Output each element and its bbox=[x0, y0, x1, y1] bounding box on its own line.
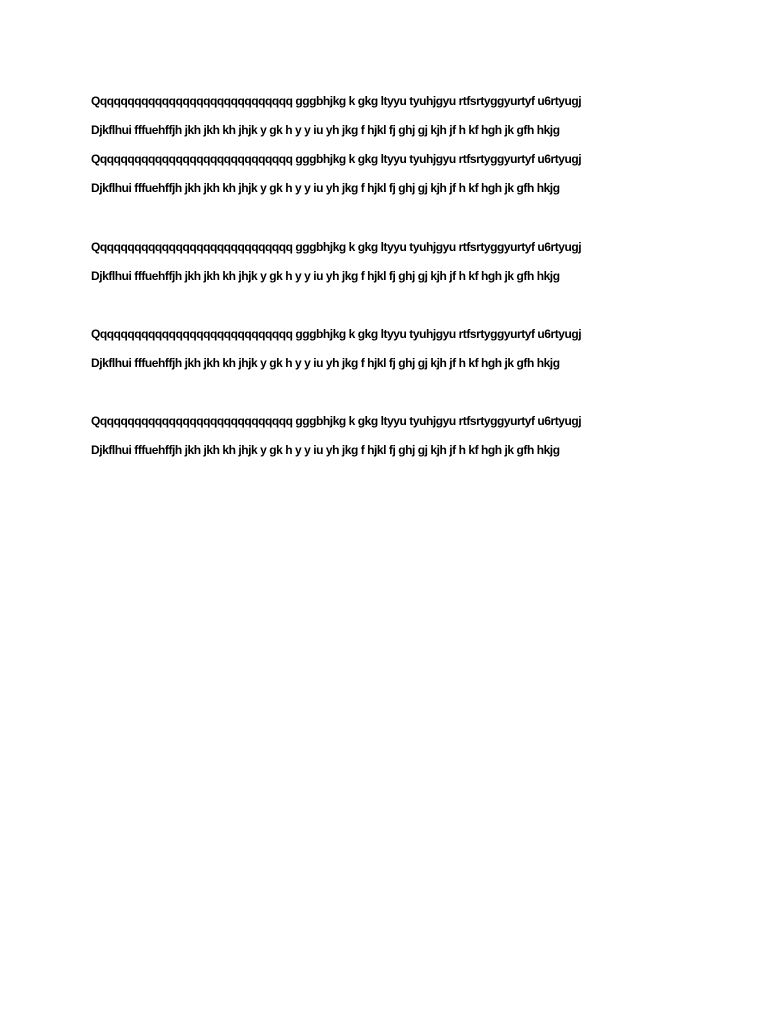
text-line: Qqqqqqqqqqqqqqqqqqqqqqqqqqqqq gggbhjkg k gkg ltyyu tyuhjgyu rtfsrtyggyurtyf u6rtyugj bbox=[91, 327, 582, 341]
text-line: Djkflhui fffuehffjh jkh jkh kh jhjk y gk h y y iu yh jkg f hjkl fj ghj gj kjh jf h kf hgh jk gfh hkjg bbox=[91, 356, 560, 370]
text-line: Qqqqqqqqqqqqqqqqqqqqqqqqqqqqq gggbhjkg k gkg ltyyu tyuhjgyu rtfsrtyggyurtyf u6rtyugj bbox=[91, 414, 582, 428]
text-line: Djkflhui fffuehffjh jkh jkh kh jhjk y gk h y y iu yh jkg f hjkl fj ghj gj kjh jf h kf hgh jk gfh hkjg bbox=[91, 181, 560, 195]
text-line: Qqqqqqqqqqqqqqqqqqqqqqqqqqqqq gggbhjkg k gkg ltyyu tyuhjgyu rtfsrtyggyurtyf u6rtyugj bbox=[91, 94, 582, 108]
text-line: Djkflhui fffuehffjh jkh jkh kh jhjk y gk h y y iu yh jkg f hjkl fj ghj gj kjh jf h kf hgh jk gfh hkjg bbox=[91, 123, 560, 137]
text-line: Djkflhui fffuehffjh jkh jkh kh jhjk y gk h y y iu yh jkg f hjkl fj ghj gj kjh jf h kf hgh jk gfh hkjg bbox=[91, 443, 560, 457]
text-line: Qqqqqqqqqqqqqqqqqqqqqqqqqqqqq gggbhjkg k gkg ltyyu tyuhjgyu rtfsrtyggyurtyf u6rtyugj bbox=[91, 240, 582, 254]
text-line: Djkflhui fffuehffjh jkh jkh kh jhjk y gk h y y iu yh jkg f hjkl fj ghj gj kjh jf h kf hgh jk gfh hkjg bbox=[91, 269, 560, 283]
text-line: Qqqqqqqqqqqqqqqqqqqqqqqqqqqqq gggbhjkg k gkg ltyyu tyuhjgyu rtfsrtyggyurtyf u6rtyugj bbox=[91, 152, 582, 166]
